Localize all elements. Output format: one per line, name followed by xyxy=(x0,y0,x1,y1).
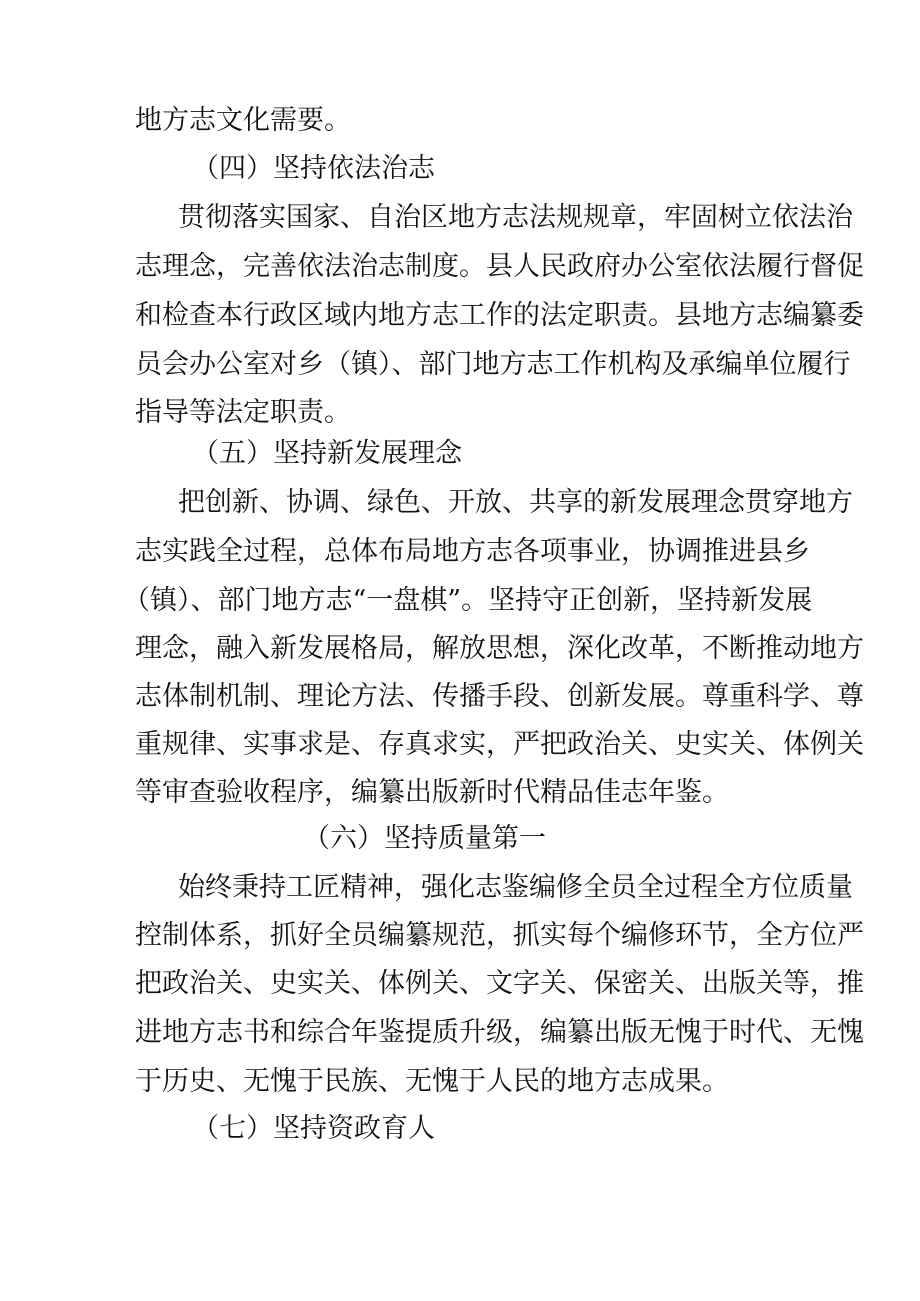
body-text-line: 志理念，完善依法治志制度。县人民政府办公室依法履行督促 xyxy=(135,251,864,282)
body-text-line: 地方志文化需要。 xyxy=(135,105,351,136)
body-text-line: 志实践全过程，总体布局地方志各项事业，协调推进县乡 xyxy=(135,536,810,567)
body-text-line: 志体制机制、理论方法、传播手段、创新发展。尊重科学、尊 xyxy=(135,681,864,712)
section-heading-6: （六）坚持质量第一 xyxy=(303,823,546,854)
section-heading-5: （五）坚持新发展理念 xyxy=(192,438,462,469)
body-text-line: 等审查验收程序，编纂出版新时代精品佳志年鉴。 xyxy=(135,777,729,808)
body-text-line: 贯彻落实国家、自治区地方志法规规章，牢固树立依法治 xyxy=(178,202,853,233)
body-text-line: 控制体系，抓好全员编纂规范，抓实每个编修环节，全方位严 xyxy=(135,920,864,951)
section-heading-4: （四）坚持依法治志 xyxy=(192,153,435,184)
body-text-line: 理念，融入新发展格局，解放思想，深化改革，不断推动地方 xyxy=(135,633,864,664)
body-text-line: 重规律、实事求是、存真求实，严把政治关、史实关、体例关 xyxy=(135,729,864,760)
body-text-line: 进地方志书和综合年鉴提质升级，编纂出版无愧于时代、无愧 xyxy=(135,1017,864,1048)
body-text-line: 于历史、无愧于民族、无愧于人民的地方志成果。 xyxy=(135,1066,729,1097)
body-text-line: 和检查本行政区域内地方志工作的法定职责。县地方志编纂委 xyxy=(135,300,864,331)
body-text-line: 员会办公室对乡（镇）、部门地方志工作机构及承编单位履行 xyxy=(135,349,851,380)
body-text-line: 指导等法定职责。 xyxy=(135,397,351,428)
body-text-line: 把创新、协调、绿色、开放、共享的新发展理念贯穿地方 xyxy=(178,487,853,518)
body-text-line: 把政治关、史实关、体例关、文字关、保密关、出版关等，推 xyxy=(135,968,864,999)
body-text-line: （镇）、部门地方志“一盘棋”。坚持守正创新，坚持新发展 xyxy=(123,585,813,616)
body-text-line: 始终秉持工匠精神，强化志鉴编修全员全过程全方位质量 xyxy=(178,872,853,903)
section-heading-7: （七）坚持资政育人 xyxy=(192,1113,435,1144)
